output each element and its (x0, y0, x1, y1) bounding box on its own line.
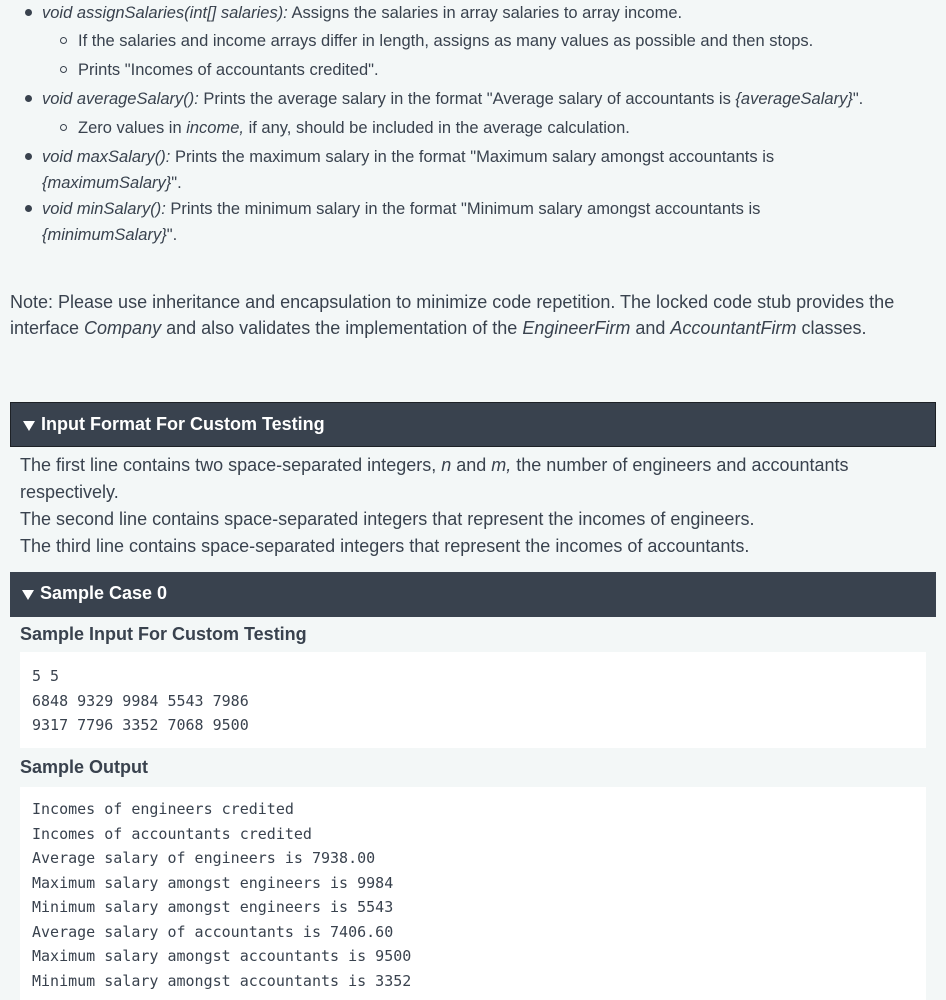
method-max-salary (42, 144, 922, 196)
collapse-triangle-icon (22, 590, 34, 600)
text: the number of engineers and accountants respectively. (20, 455, 849, 502)
text: The first line contains two space-separated integers, (20, 455, 442, 475)
note-engineer-firm: EngineerFirm (522, 318, 631, 338)
var-m: m, (491, 455, 512, 475)
collapse-triangle-icon (23, 421, 35, 431)
code-line: Maximum salary amongst accountants is 9500 (32, 947, 412, 965)
sub-bullet-icon (60, 124, 67, 131)
note-accountant-firm: AccountantFirm (670, 318, 797, 338)
note-text: if any, should be included in the average calculation. (244, 119, 630, 137)
input-line-1 (20, 452, 920, 506)
input-line-3: The third line contains space-separated integers that represent the incomes of accountants. (20, 536, 750, 556)
sample-case-toggle[interactable] (10, 572, 936, 617)
note-text: and also validates the implementation of the (161, 318, 523, 338)
format-end: ". (852, 90, 864, 108)
note-text: Note: Please use inheritance and encapsulation to minimize code repetition. The locked code stub provides the interface (10, 292, 895, 338)
method-description: Prints the maximum salary in the format "Maximum salary amongst accountants is (170, 148, 775, 166)
sub-bullet-icon (60, 66, 67, 73)
format-placeholder: {averageSalary} (735, 90, 853, 108)
bullet-icon (25, 9, 32, 16)
input-format-description (20, 452, 920, 560)
note-text: classes. (796, 318, 867, 338)
bullet-icon (25, 153, 32, 160)
sub-bullet-icon (60, 37, 67, 44)
code-line: 5 5 (32, 667, 60, 685)
input-format-toggle[interactable] (10, 402, 936, 447)
note-text: Zero values in (78, 119, 187, 137)
method-signature: void maxSalary(): (42, 148, 171, 166)
code-line: Incomes of engineers credited (32, 800, 294, 818)
code-line: Incomes of accountants credited (32, 824, 312, 843)
code-line: Average salary of accountants is 7406.60 (32, 922, 394, 941)
code-line: Maximum salary amongst engineers is 9984 (32, 873, 394, 892)
method-average-salary (42, 86, 922, 112)
method-signature: void assignSalaries(int[] salaries): (42, 4, 288, 22)
section-title: Sample Case 0 (40, 583, 168, 603)
implementation-note (10, 289, 930, 341)
method-average-note (78, 115, 946, 141)
code-line: Average salary of engineers is 7938.00 (32, 849, 376, 867)
method-description: Assigns the salaries in array salaries to array income. (287, 4, 683, 22)
code-line: Minimum salary amongst accountants is 3352 (32, 971, 412, 990)
format-placeholder: {minimumSalary} (42, 226, 167, 244)
text: and (451, 455, 492, 475)
method-signature: void minSalary(): (42, 200, 166, 218)
bullet-icon (25, 205, 32, 212)
var-n: n (441, 455, 452, 475)
code-line: 9317 7796 3352 7068 9500 (32, 716, 249, 734)
code-line: Minimum salary amongst engineers is 5543 (32, 898, 394, 916)
method-description: Prints the minimum salary in the format "Minimum salary amongst accountants is (165, 200, 761, 218)
section-title: Input Format For Custom Testing (41, 414, 325, 434)
format-end: ". (171, 174, 182, 192)
note-company: Company (84, 318, 162, 338)
method-assign-note-1: If the salaries and income arrays differ in length, assigns as many values as possible and then stops. (78, 32, 814, 50)
sample-input-code (20, 652, 926, 748)
note-text: and (630, 318, 671, 338)
bullet-icon (25, 95, 32, 102)
sample-input-heading: Sample Input For Custom Testing (20, 624, 307, 644)
sample-output-heading: Sample Output (20, 757, 149, 777)
method-assign-salaries (42, 0, 922, 26)
code-line: 6848 9329 9984 5543 7986 (32, 691, 249, 710)
method-assign-note-2: Prints "Incomes of accountants credited". (78, 61, 379, 79)
input-line-2: The second line contains space-separated integers that represent the incomes of engineers. (20, 509, 755, 529)
format-placeholder: {maximumSalary} (42, 174, 172, 192)
method-description: Prints the average salary in the format "Average salary of accountants is (198, 90, 736, 108)
note-emphasis: income, (186, 119, 244, 137)
sample-output-code (20, 787, 926, 1000)
method-signature: void averageSalary(): (42, 90, 199, 108)
method-min-salary (42, 196, 922, 248)
format-end: ". (166, 226, 178, 244)
